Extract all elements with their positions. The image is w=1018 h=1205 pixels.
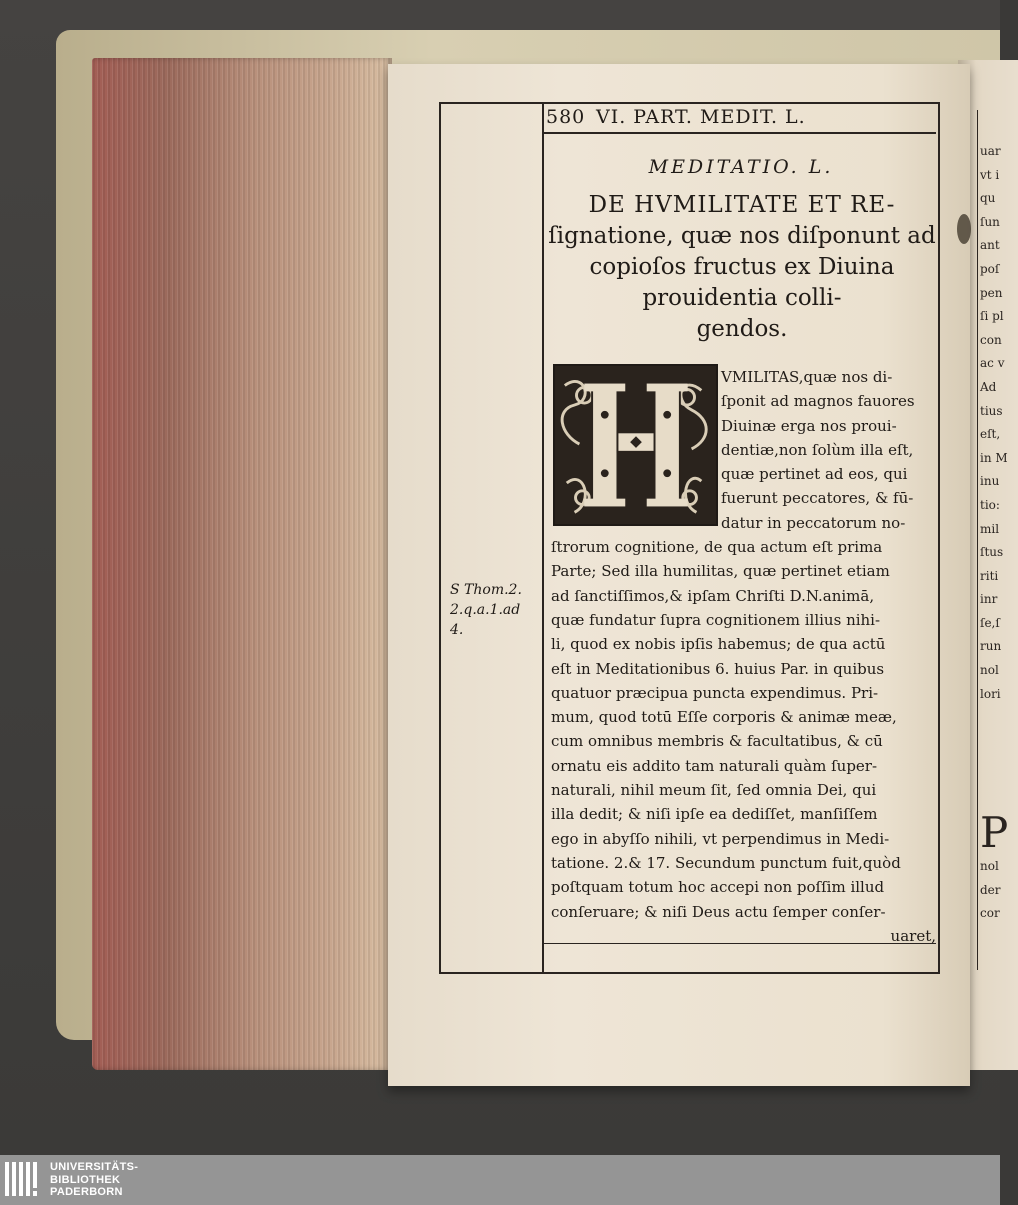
text-line: quatuor præcipua puncta expendimus. Pri- — [551, 683, 879, 702]
facing-page-fragment: run — [980, 639, 1002, 654]
facing-page-fragment: poſ — [980, 261, 1000, 276]
meditation-title: MEDITATIO. L. — [648, 156, 834, 178]
text-line: li, quod ex nobis ipſis habemus; de qua actū — [551, 635, 886, 654]
heading-line: copioſos fructus ex Diuina — [589, 254, 895, 280]
text-line: ſtrorum cognitione, de qua actum eſt prima — [551, 538, 883, 557]
text-line: ornatu eis addito tam naturali quàm ſuper- — [551, 756, 878, 775]
text-line: conſeruare; & niſi Deus actu ſemper conſer- — [551, 902, 886, 921]
facing-page-fragment: vt i — [980, 167, 1000, 182]
text-line: quæ pertinet ad eos, qui — [721, 465, 908, 484]
library-name-line: UNIVERSITÄTS- — [50, 1161, 139, 1173]
facing-page-fragment: uar — [980, 144, 1001, 158]
text-line: eſt in Meditationibus 6. huius Par. in quibus — [551, 659, 885, 678]
note-line: 2.q.a.1.ad — [450, 602, 521, 618]
chapter-heading — [546, 190, 938, 345]
heading-line: ſignatione, quæ nos diſponunt ad — [548, 223, 936, 249]
facing-page-fragment: qu — [980, 191, 996, 206]
text-line: quæ fundatur ſupra cognitionem illius nihi- — [551, 610, 881, 629]
facing-page-fragment: ſe,ſ — [980, 615, 1000, 630]
page-fore-edge — [92, 58, 392, 1070]
facing-page-fragment: ſtus — [980, 545, 1004, 560]
facing-page-fragment: ac v — [980, 356, 1005, 371]
facing-page-fragment: con — [980, 332, 1002, 347]
facing-page-fragment: nol — [980, 859, 999, 873]
text-line: naturali, nihil meum ſit, ſed omnia Dei, qui — [551, 781, 877, 800]
text-line: Parte; Sed illa humilitas, quæ pertinet etiam — [551, 562, 890, 581]
margin-rule — [542, 102, 544, 972]
running-title: VI. PART. MEDIT. L. — [596, 106, 806, 128]
ink-stain — [957, 214, 971, 244]
running-head — [546, 104, 936, 130]
facing-page-fragment: tio: — [980, 497, 1000, 512]
heading-line: DE HVMILITATE ET RE- — [588, 192, 896, 218]
text-line: datur in peccatorum no- — [721, 513, 906, 532]
text-line: dentiæ,non ſolùm illa eſt, — [721, 440, 914, 459]
head-rule — [544, 132, 936, 134]
facing-page-fragment: der — [980, 882, 1001, 897]
text-line: ego in abyſſo nihili, vt perpendimus in Medi- — [551, 829, 890, 848]
facing-page-text — [980, 140, 1010, 706]
note-line: S Thom.2. — [450, 582, 522, 598]
facing-page-fragment: inu — [980, 474, 1000, 489]
facing-page-text-bottom — [980, 855, 1010, 926]
facing-page-fragment: inr — [980, 592, 998, 607]
catchword: uaret, — [890, 926, 936, 945]
facing-page-fragment: in M — [980, 450, 1008, 465]
library-logo-icon — [4, 1160, 42, 1198]
facing-page-fragment: riti — [980, 568, 999, 583]
text-line: poſtquam totum hoc accepi non poſſim illud — [551, 878, 885, 897]
body-text — [551, 365, 936, 948]
facing-page-fragment: eſt, — [980, 427, 1001, 442]
note-line: 4. — [450, 622, 464, 638]
facing-page-fragment: Ad — [980, 379, 997, 394]
facing-page-initial: P — [980, 808, 1009, 857]
text-line: Diuinæ erga nos proui- — [721, 416, 897, 435]
page-number: 580 — [546, 106, 586, 128]
text-line: cum omnibus membris & facultatibus, & cū — [551, 732, 883, 751]
facing-page-fragment: pen — [980, 285, 1003, 300]
library-name-line: BIBLIOTHEK — [50, 1173, 121, 1186]
facing-page-fragment: lori — [980, 686, 1001, 701]
facing-page-fragment: tius — [980, 403, 1003, 418]
text-line: tatione. 2.& 17. Secundum punctum fuit,quòd — [551, 853, 901, 872]
marginal-note — [450, 580, 540, 640]
facing-page-fragment: ant — [980, 238, 1000, 253]
facing-page-fragment: ſi pl — [980, 309, 1004, 324]
library-footer — [0, 1155, 1000, 1205]
text-line: mum, quod totū Eſſe corporis & animæ meæ, — [551, 708, 897, 727]
facing-page-rule — [977, 110, 978, 970]
library-name — [50, 1161, 138, 1199]
heading-line: prouidentia colli- — [642, 285, 842, 311]
text-line: VMILITAS,quæ nos di- — [721, 368, 893, 386]
heading-line: gendos. — [696, 316, 788, 342]
text-line: ſponit ad magnos fauores — [721, 392, 915, 411]
facing-page-fragment: mil — [980, 521, 1000, 536]
text-line: fuerunt peccatores, & fū- — [721, 489, 914, 508]
facing-page-fragment: nol — [980, 663, 999, 678]
text-line: illa dedit; & niſi ipſe ea dediſſet, manſiſſem — [551, 805, 878, 824]
facing-page-fragment: ſun — [980, 214, 1000, 229]
library-name-line: PADERBORN — [50, 1186, 123, 1198]
facing-page-fragment: cor — [980, 906, 1000, 921]
text-line: ad ſanctiſſimos,& ipſam Chriſti D.N.animā, — [551, 586, 875, 605]
